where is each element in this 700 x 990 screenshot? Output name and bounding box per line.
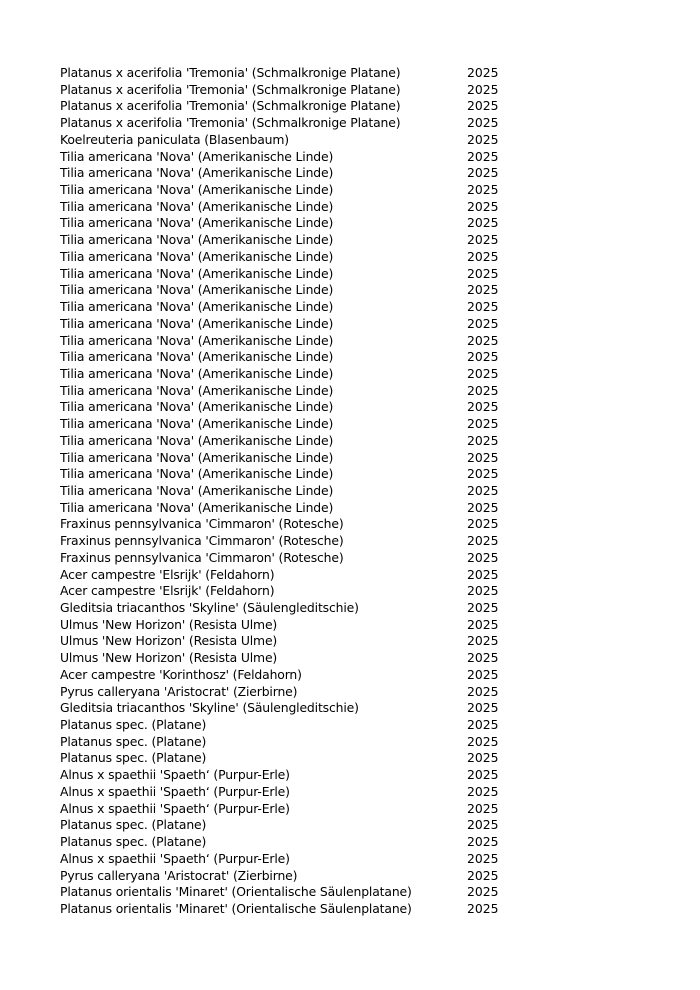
tree-species-name: Tilia americana 'Nova' (Amerikanische Linde) <box>60 349 334 365</box>
planting-year: 2025 <box>467 315 499 331</box>
planting-year: 2025 <box>467 817 499 833</box>
planting-year: 2025 <box>467 750 499 766</box>
list-item <box>60 65 520 82</box>
tree-species-name: Koelreuteria paniculata (Blasenbaum) <box>60 131 289 147</box>
list-item <box>60 884 520 901</box>
tree-species-name: Platanus orientalis 'Minaret' (Orientalische Säulenplatane) <box>60 900 412 916</box>
tree-species-name: Platanus spec. (Platane) <box>60 834 207 850</box>
list-item <box>60 366 520 383</box>
planting-year: 2025 <box>467 299 499 315</box>
tree-species-name: Alnus x spaethii 'Spaeth‘ (Purpur-Erle) <box>60 783 290 799</box>
list-item <box>60 784 520 801</box>
tree-species-name: Tilia americana 'Nova' (Amerikanische Linde) <box>60 449 334 465</box>
planting-year: 2025 <box>467 182 499 198</box>
tree-species-name: Gleditsia triacanthos 'Skyline' (Säulengleditschie) <box>60 600 359 615</box>
list-item <box>60 182 520 199</box>
tree-species-name: Tilia americana 'Nova' (Amerikanische Linde) <box>60 365 334 381</box>
tree-species-name: Platanus x acerifolia 'Tremonia' (Schmalkronige Platane) <box>60 65 401 80</box>
planting-year: 2025 <box>467 666 499 682</box>
planting-year: 2025 <box>467 399 499 415</box>
planting-year: 2025 <box>467 416 499 432</box>
tree-species-name: Acer campestre 'Elsrijk' (Feldahorn) <box>60 566 275 582</box>
tree-species-name: Acer campestre 'Korinthosz' (Feldahorn) <box>60 666 302 682</box>
planting-year: 2025 <box>467 198 499 214</box>
planting-year: 2025 <box>467 616 499 632</box>
list-item <box>60 834 520 851</box>
list-item <box>60 750 520 767</box>
planting-year: 2025 <box>467 767 499 783</box>
list-item <box>60 600 520 617</box>
tree-species-name: Tilia americana 'Nova' (Amerikanische Linde) <box>60 148 334 164</box>
tree-species-name: Ulmus 'New Horizon' (Resista Ulme) <box>60 650 278 666</box>
planting-year: 2025 <box>467 432 499 448</box>
tree-species-name: Alnus x spaethii 'Spaeth‘ (Purpur-Erle) <box>60 850 290 866</box>
tree-species-name: Platanus spec. (Platane) <box>60 717 207 733</box>
list-item <box>60 115 520 132</box>
list-item <box>60 215 520 232</box>
list-item <box>60 466 520 483</box>
list-item <box>60 349 520 366</box>
tree-species-name: Tilia americana 'Nova' (Amerikanische Linde) <box>60 432 334 448</box>
list-item <box>60 232 520 249</box>
tree-species-name: Fraxinus pennsylvanica 'Cimmaron' (Rotesche) <box>60 516 344 532</box>
list-item <box>60 399 520 416</box>
planting-year: 2025 <box>467 683 499 699</box>
tree-species-name: Platanus spec. (Platane) <box>60 817 207 833</box>
planting-year: 2025 <box>467 650 499 666</box>
planting-year: 2025 <box>467 98 499 114</box>
planting-year: 2025 <box>467 65 499 80</box>
tree-species-name: Platanus spec. (Platane) <box>60 733 207 749</box>
tree-species-name: Pyrus calleryana 'Aristocrat' (Zierbirne) <box>60 683 298 699</box>
tree-species-name: Gleditsia triacanthos 'Skyline' (Säulengleditschie) <box>60 700 359 716</box>
planting-year: 2025 <box>467 332 499 348</box>
list-item <box>60 82 520 99</box>
list-item <box>60 483 520 500</box>
planting-year: 2025 <box>467 248 499 264</box>
planting-year: 2025 <box>467 165 499 181</box>
tree-species-name: Platanus orientalis 'Minaret' (Orientalische Säulenplatane) <box>60 884 412 900</box>
planting-year: 2025 <box>467 717 499 733</box>
planting-year: 2025 <box>467 700 499 716</box>
tree-species-name: Platanus x acerifolia 'Tremonia' (Schmalkronige Platane) <box>60 81 401 97</box>
planting-year: 2025 <box>467 365 499 381</box>
list-item <box>60 249 520 266</box>
list-item <box>60 717 520 734</box>
planting-year: 2025 <box>467 81 499 97</box>
tree-species-name: Ulmus 'New Horizon' (Resista Ulme) <box>60 616 278 632</box>
tree-species-name: Ulmus 'New Horizon' (Resista Ulme) <box>60 633 278 649</box>
list-item <box>60 617 520 634</box>
planting-year: 2025 <box>467 850 499 866</box>
planting-year: 2025 <box>467 583 499 599</box>
list-item <box>60 500 520 517</box>
planting-year: 2025 <box>467 349 499 365</box>
planting-year: 2025 <box>467 482 499 498</box>
tree-species-name: Alnus x spaethii 'Spaeth‘ (Purpur-Erle) <box>60 767 290 783</box>
planting-year: 2025 <box>467 783 499 799</box>
list-item <box>60 416 520 433</box>
tree-species-name: Tilia americana 'Nova' (Amerikanische Linde) <box>60 232 334 248</box>
planting-year: 2025 <box>467 566 499 582</box>
list-item <box>60 516 520 533</box>
tree-species-name: Platanus spec. (Platane) <box>60 750 207 766</box>
tree-species-name: Tilia americana 'Nova' (Amerikanische Linde) <box>60 215 334 231</box>
tree-species-name: Platanus x acerifolia 'Tremonia' (Schmalkronige Platane) <box>60 98 401 114</box>
planting-year: 2025 <box>467 867 499 883</box>
tree-species-name: Tilia americana 'Nova' (Amerikanische Linde) <box>60 332 334 348</box>
list-item <box>60 149 520 166</box>
planting-year: 2025 <box>467 148 499 164</box>
list-item <box>60 299 520 316</box>
list-item <box>60 583 520 600</box>
list-item <box>60 132 520 149</box>
tree-list <box>60 65 520 918</box>
planting-year: 2025 <box>467 600 499 615</box>
planting-year: 2025 <box>467 499 499 515</box>
planting-year: 2025 <box>467 232 499 248</box>
list-item <box>60 817 520 834</box>
planting-year: 2025 <box>467 549 499 565</box>
tree-species-name: Tilia americana 'Nova' (Amerikanische Linde) <box>60 182 334 198</box>
tree-species-name: Tilia americana 'Nova' (Amerikanische Linde) <box>60 399 334 415</box>
list-item <box>60 633 520 650</box>
tree-species-name: Tilia americana 'Nova' (Amerikanische Linde) <box>60 165 334 181</box>
planting-year: 2025 <box>467 131 499 147</box>
list-item <box>60 550 520 567</box>
tree-species-name: Tilia americana 'Nova' (Amerikanische Linde) <box>60 299 334 315</box>
planting-year: 2025 <box>467 265 499 281</box>
planting-year: 2025 <box>467 633 499 649</box>
tree-species-name: Pyrus calleryana 'Aristocrat' (Zierbirne) <box>60 867 298 883</box>
tree-species-name: Tilia americana 'Nova' (Amerikanische Linde) <box>60 248 334 264</box>
list-item <box>60 851 520 868</box>
tree-species-name: Tilia americana 'Nova' (Amerikanische Linde) <box>60 482 334 498</box>
list-item <box>60 868 520 885</box>
planting-year: 2025 <box>467 382 499 398</box>
planting-year: 2025 <box>467 834 499 850</box>
list-item <box>60 450 520 467</box>
list-item <box>60 199 520 216</box>
list-item <box>60 98 520 115</box>
tree-species-name: Tilia americana 'Nova' (Amerikanische Linde) <box>60 382 334 398</box>
list-item <box>60 667 520 684</box>
list-item <box>60 700 520 717</box>
list-item <box>60 433 520 450</box>
tree-species-name: Tilia americana 'Nova' (Amerikanische Linde) <box>60 282 334 298</box>
list-item <box>60 901 520 918</box>
tree-species-name: Platanus x acerifolia 'Tremonia' (Schmalkronige Platane) <box>60 115 401 131</box>
planting-year: 2025 <box>467 884 499 900</box>
tree-species-name: Tilia americana 'Nova' (Amerikanische Linde) <box>60 466 334 482</box>
planting-year: 2025 <box>467 466 499 482</box>
list-item <box>60 567 520 584</box>
planting-year: 2025 <box>467 449 499 465</box>
list-item <box>60 684 520 701</box>
planting-year: 2025 <box>467 533 499 549</box>
tree-species-name: Acer campestre 'Elsrijk' (Feldahorn) <box>60 583 275 599</box>
list-item <box>60 266 520 283</box>
tree-species-name: Tilia americana 'Nova' (Amerikanische Linde) <box>60 416 334 432</box>
list-item <box>60 282 520 299</box>
tree-species-name: Tilia americana 'Nova' (Amerikanische Linde) <box>60 315 334 331</box>
list-item <box>60 767 520 784</box>
tree-species-name: Tilia americana 'Nova' (Amerikanische Linde) <box>60 265 334 281</box>
tree-species-name: Tilia americana 'Nova' (Amerikanische Linde) <box>60 198 334 214</box>
list-item <box>60 383 520 400</box>
planting-year: 2025 <box>467 733 499 749</box>
list-item <box>60 533 520 550</box>
list-item <box>60 801 520 818</box>
planting-year: 2025 <box>467 800 499 816</box>
list-item <box>60 734 520 751</box>
tree-species-name: Fraxinus pennsylvanica 'Cimmaron' (Rotesche) <box>60 549 344 565</box>
planting-year: 2025 <box>467 516 499 532</box>
tree-species-name: Tilia americana 'Nova' (Amerikanische Linde) <box>60 499 334 515</box>
planting-year: 2025 <box>467 215 499 231</box>
tree-species-name: Alnus x spaethii 'Spaeth‘ (Purpur-Erle) <box>60 800 290 816</box>
planting-year: 2025 <box>467 115 499 131</box>
list-item <box>60 650 520 667</box>
list-item <box>60 165 520 182</box>
planting-year: 2025 <box>467 900 499 916</box>
list-item <box>60 316 520 333</box>
list-item <box>60 333 520 350</box>
planting-year: 2025 <box>467 282 499 298</box>
tree-species-name: Fraxinus pennsylvanica 'Cimmaron' (Rotesche) <box>60 533 344 549</box>
